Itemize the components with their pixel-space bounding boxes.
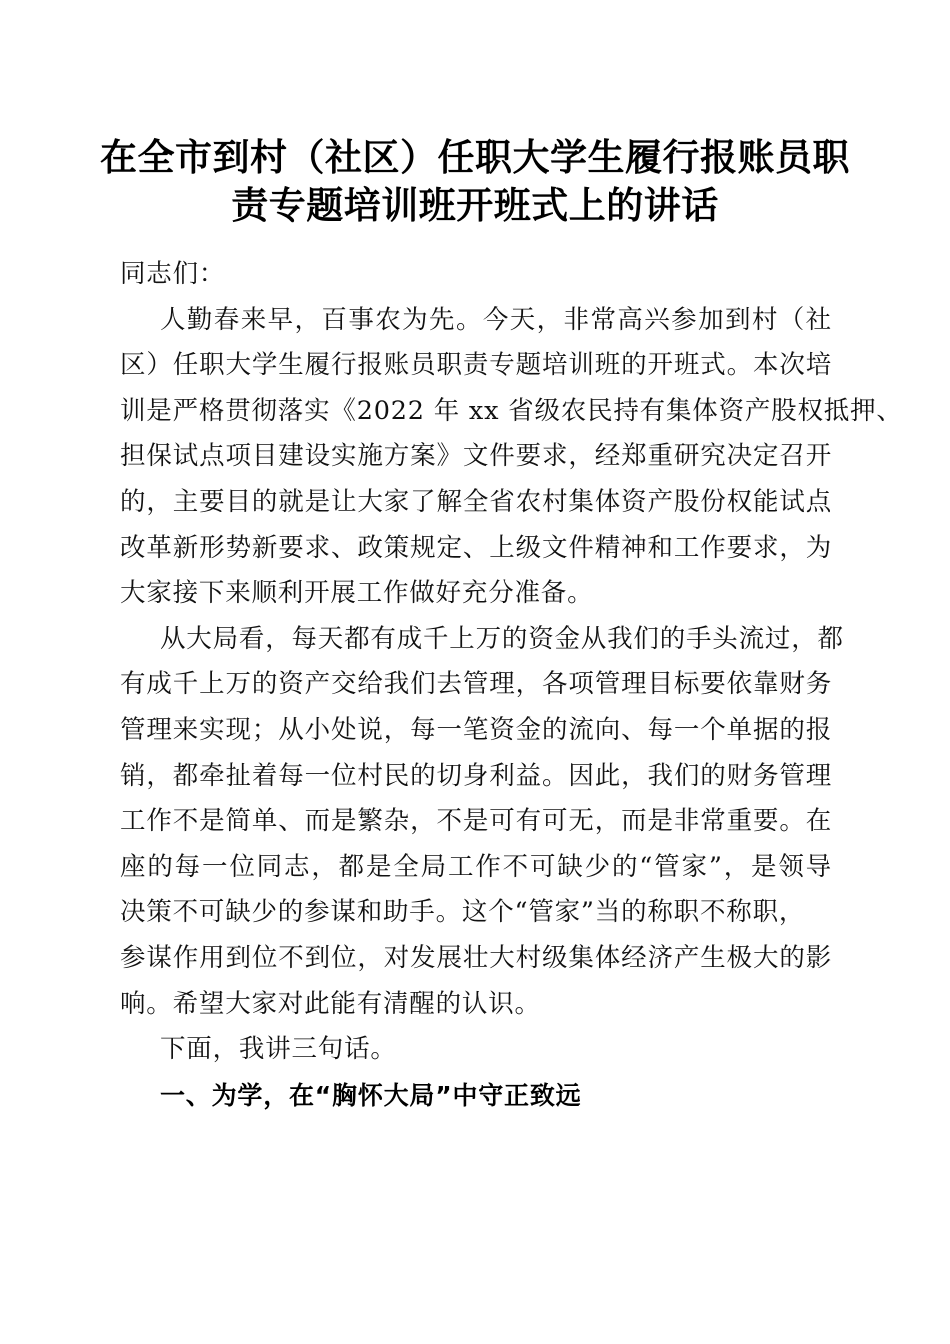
title-line-1: 在全市到村（社区）任职大学生履行报账员职 xyxy=(100,136,850,179)
paragraph-line: 有成千上万的资产交给我们去管理，各项管理目标要依靠财务 xyxy=(120,669,832,700)
paragraph-line: 管理来实现；从小处说，每一笔资金的流向、每一个单据的报 xyxy=(120,714,832,745)
paragraph-line: 参谋作用到位不到位，对发展壮大村级集体经济产生极大的影 xyxy=(120,942,832,973)
paragraph-line: 担保试点项目建设实施方案》文件要求，经郑重研究决定召开 xyxy=(120,441,832,472)
paragraph-line: 座的每一位同志，都是全局工作不可缺少的“管家”，是领导 xyxy=(120,851,832,882)
salutation: 同志们： xyxy=(120,259,226,289)
paragraph-3: 下面，我讲三句话。 xyxy=(160,1034,397,1065)
paragraph-line: 响。希望大家对此能有清醒的认识。 xyxy=(120,988,541,1019)
paragraph-1 xyxy=(120,298,903,617)
paragraph-2 xyxy=(120,617,844,1027)
paragraph-line: 从大局看，每天都有成千上万的资金从我们的手头流过，都 xyxy=(160,623,844,654)
title-line-2: 责专题培训班开班式上的讲话 xyxy=(231,184,719,227)
paragraph-line: 训是严格贯彻落实《2022 年 xx 省级农民持有集体资产股权抵押、 xyxy=(120,395,903,426)
paragraph-line: 人勤春来早，百事农为先。今天，非常高兴参加到村（社 xyxy=(160,304,832,335)
paragraph-line: 决策不可缺少的参谋和助手。这个“管家”当的称职不称职， xyxy=(120,897,806,928)
section-heading-1: 一、为学，在“胸怀大局”中守正致远 xyxy=(160,1080,582,1110)
document-body xyxy=(120,252,903,1118)
paragraph-line: 区）任职大学生履行报账员职责专题培训班的开班式。本次培 xyxy=(120,350,832,381)
paragraph-line: 大家接下来顺利开展工作做好充分准备。 xyxy=(120,578,594,609)
paragraph-line: 改革新形势新要求、政策规定、上级文件精神和工作要求，为 xyxy=(120,532,832,563)
paragraph-line: 的，主要目的就是让大家了解全省农村集体资产股份权能试点 xyxy=(120,486,832,517)
paragraph-line: 销，都牵扯着每一位村民的切身利益。因此，我们的财务管理 xyxy=(120,760,832,791)
paragraph-line: 工作不是简单、而是繁杂，不是可有可无，而是非常重要。在 xyxy=(120,806,832,837)
document-title xyxy=(100,134,850,230)
